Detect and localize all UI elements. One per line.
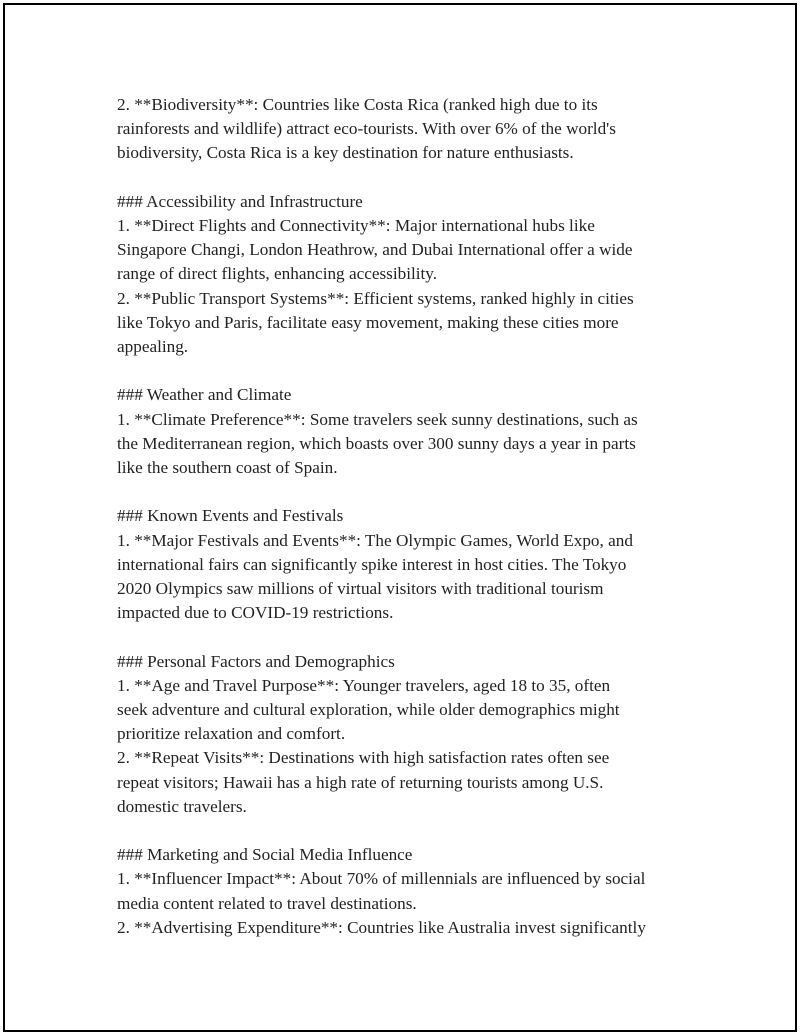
section-heading: ### Marketing and Social Media Influence (117, 845, 413, 865)
text-line: 2020 Olympics saw millions of virtual visitors with traditional tourism (117, 579, 604, 599)
section-weather (117, 383, 707, 480)
section-heading: ### Weather and Climate (117, 385, 292, 405)
section-events (117, 504, 707, 625)
text-line: 2. **Public Transport Systems**: Efficient systems, ranked highly in cities (117, 288, 634, 308)
text-line: 1. **Direct Flights and Connectivity**: Major international hubs like (117, 216, 595, 235)
paragraph-gap (117, 819, 707, 843)
text-line: 2. **Biodiversity**: Countries like Costa Rica (ranked high due to its (117, 95, 598, 114)
section-heading: ### Accessibility and Infrastructure (117, 191, 363, 211)
text-line: like Tokyo and Paris, facilitate easy movement, making these cities more (117, 312, 619, 332)
text-line: domestic travelers. (117, 796, 247, 816)
paragraph-gap (117, 625, 707, 649)
text-line: international fairs can significantly spike interest in host cities. The Tokyo (117, 554, 627, 574)
text-line: rainforests and wildlife) attract eco-tourists. With over 6% of the world's (117, 119, 616, 139)
paragraph-gap (117, 166, 707, 190)
text-line: 2. **Advertising Expenditure**: Countries like Australia invest significantly (117, 917, 646, 937)
text-line: Singapore Changi, London Heathrow, and Dubai International offer a wide (117, 240, 633, 260)
text-line: range of direct flights, enhancing accessibility. (117, 264, 438, 284)
paragraph-gap (117, 359, 707, 383)
section-heading: ### Personal Factors and Demographics (117, 651, 395, 671)
section-demographics (117, 650, 707, 819)
text-line: repeat visitors; Hawaii has a high rate of returning tourists among U.S. (117, 772, 604, 792)
text-line: 1. **Major Festivals and Events**: The Olympic Games, World Expo, and (117, 530, 633, 550)
section-marketing (117, 843, 707, 940)
text-line: the Mediterranean region, which boasts over 300 sunny days a year in parts (117, 433, 636, 453)
text-line: biodiversity, Costa Rica is a key destination for nature enthusiasts. (117, 143, 574, 163)
text-line: 1. **Age and Travel Purpose**: Younger travelers, aged 18 to 35, often (117, 675, 611, 695)
text-line: impacted due to COVID-19 restrictions. (117, 603, 394, 623)
text-line: appealing. (117, 337, 189, 357)
text-line: like the southern coast of Spain. (117, 458, 338, 478)
text-line: 2. **Repeat Visits**: Destinations with high satisfaction rates often see (117, 748, 610, 768)
section-accessibility (117, 190, 707, 359)
paragraph-gap (117, 480, 707, 504)
section-heading: ### Known Events and Festivals (117, 506, 344, 526)
paragraph-biodiversity (117, 93, 707, 166)
text-line: seek adventure and cultural exploration, while older demographics might (117, 700, 620, 720)
text-line: prioritize relaxation and comfort. (117, 724, 346, 744)
text-line: media content related to travel destinations. (117, 893, 417, 913)
text-line: 1. **Climate Preference**: Some travelers seek sunny destinations, such as (117, 409, 638, 429)
text-line: 1. **Influencer Impact**: About 70% of millennials are influenced by social (117, 869, 646, 889)
document-body (117, 93, 707, 940)
